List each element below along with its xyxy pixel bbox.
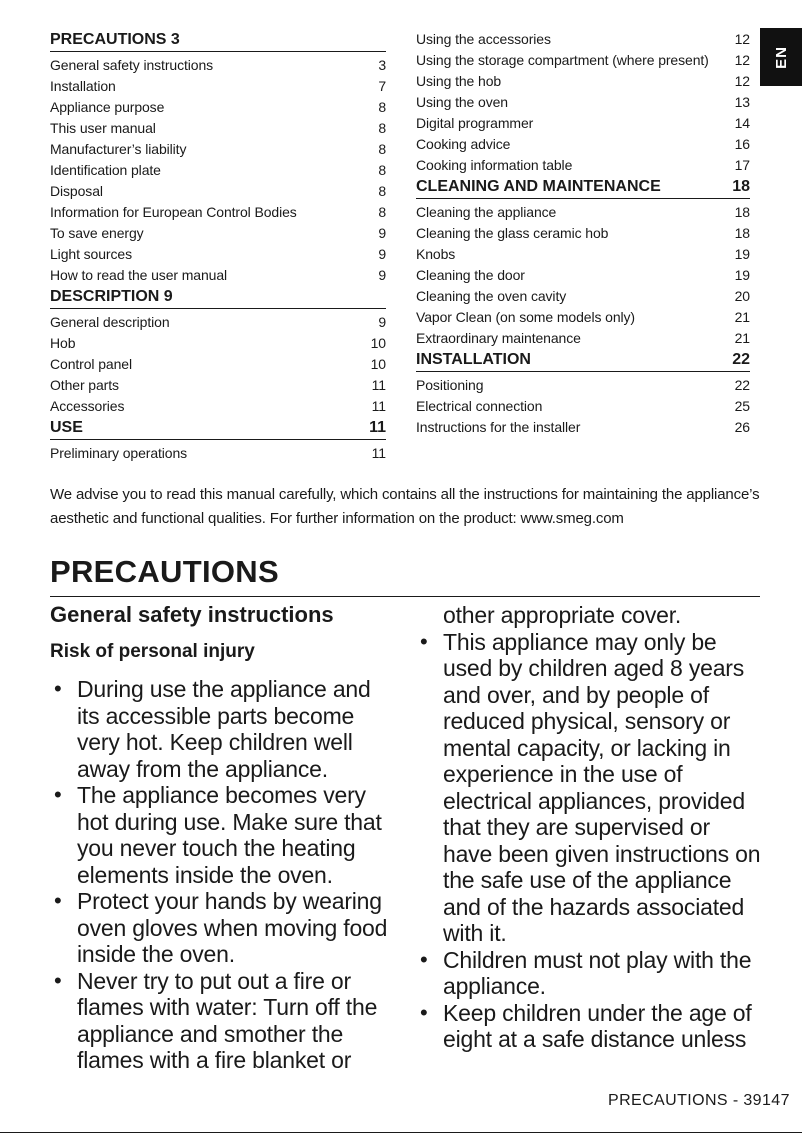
toc-page-number: 20 [734,287,750,304]
toc-label: CLEANING AND MAINTENANCE [416,178,661,195]
toc-entry [416,154,750,175]
toc-page-number: 3 [378,56,386,73]
toc-entry [50,332,386,353]
toc-entry [416,49,750,70]
toc-label: Other parts [50,376,119,393]
toc-label: Positioning [416,376,484,393]
toc-label: USE [50,419,83,436]
toc-entry [416,222,750,243]
toc-page-number: 13 [734,93,750,110]
toc-entry [50,353,386,374]
toc-page-number: 8 [378,203,386,220]
toc-page-number: 21 [734,329,750,346]
toc-page-number: 19 [734,245,750,262]
toc-label: Accessories [50,397,125,414]
toc-label: General description [50,313,170,330]
risk-heading: Risk of personal injury [50,641,255,662]
toc-page-number: 26 [734,418,750,435]
toc-label: PRECAUTIONS 3 [50,31,180,48]
toc-label: Cooking information table [416,156,573,173]
bullet-item: • Keep children under the age of eight at a safe distance unless [416,1000,761,1053]
section-title: PRECAUTIONS [50,554,279,589]
toc-entry [50,201,386,222]
toc-label: Electrical connection [416,397,543,414]
toc-label: Instructions for the installer [416,418,581,435]
toc-entry [50,222,386,243]
toc-entry [50,117,386,138]
toc-entry [416,28,750,49]
bullet-item: • Never try to put out a fire or flames with water: Turn off the appliance and smother the flames with a fire blanket or [50,968,395,1074]
toc-label: Cleaning the oven cavity [416,287,567,304]
subsection-title: General safety instructions [50,602,334,627]
toc-entry [416,416,750,437]
toc-entry [416,285,750,306]
body-left-column [50,600,395,1074]
toc-entry [416,112,750,133]
toc-entry [50,180,386,201]
toc-label: Extraordinary maintenance [416,329,581,346]
toc-label: To save energy [50,224,144,241]
toc-entry [50,374,386,395]
body-right-column [416,602,761,1053]
toc-right-column [416,28,750,437]
language-label: EN [772,45,790,69]
toc-entry [416,374,750,395]
toc-entry [50,75,386,96]
toc-page-number: 9 [378,245,386,262]
toc-entry [416,243,750,264]
toc-page-number: 14 [734,114,750,131]
toc-page-number: 12 [734,51,750,68]
toc-label: INSTALLATION [416,351,531,368]
toc-page-number: 12 [734,72,750,89]
toc-left-column [50,28,386,463]
toc-entry [50,442,386,463]
toc-page-number: 11 [371,444,386,461]
toc-section-heading [416,348,750,372]
bullet-item: • During use the appliance and its accessible parts become very hot. Keep children well away from the appliance. [50,676,395,782]
toc-section-heading [50,285,386,309]
toc-page-number: 12 [734,30,750,47]
toc-entry [416,395,750,416]
continued-text: other appropriate cover. [443,602,682,628]
toc-label: This user manual [50,119,156,136]
toc-label: DESCRIPTION 9 [50,288,173,305]
toc-page-number: 8 [378,119,386,136]
toc-label: Appliance purpose [50,98,165,115]
toc-label: Cleaning the glass ceramic hob [416,224,609,241]
toc-page-number: 8 [378,161,386,178]
toc-page-number: 9 [378,313,386,330]
toc-page-number: 17 [734,156,750,173]
toc-label: Installation [50,77,116,94]
toc-label: Cooking advice [416,135,511,152]
toc-page-number: 21 [734,308,750,325]
toc-entry [50,395,386,416]
toc-label: Using the hob [416,72,502,89]
toc-label: General safety instructions [50,56,214,73]
toc-entry [416,133,750,154]
toc-page-number: 19 [734,266,750,283]
toc-page-number: 22 [734,376,750,393]
bullet-item: • Protect your hands by wearing oven gloves when moving food inside the oven. [50,888,395,968]
intro-paragraph: We advise you to read this manual carefully, which contains all the instructions for maintaining the appliance’s aesthetic and functional qualities. For further information on the product: www.smeg.com [50,486,760,527]
toc-page-number: 9 [378,224,386,241]
toc-page-number: 8 [378,140,386,157]
bullet-item: • This appliance may only be used by children aged 8 years and over, and by people of reduced physical, sensory or mental capacity, or lacking in experience in the use of electrical appliances, provided that they are supervised or have been given instructions on the safe use of the appliance and of the hazards associated with it. [416,629,761,947]
toc-label: Digital programmer [416,114,534,131]
footer-divider [0,1132,802,1133]
toc-page-number: 25 [734,397,750,414]
toc-page-number: 11 [371,376,386,393]
toc-entry [50,243,386,264]
toc-entry [416,201,750,222]
toc-entry [416,264,750,285]
toc-entry [416,91,750,112]
toc-label: Disposal [50,182,103,199]
left-bullet-list [50,676,395,1074]
toc-entry [50,96,386,117]
toc-label: Preliminary operations [50,444,188,461]
page-footer: PRECAUTIONS - 39147 [608,1092,790,1109]
toc-page-number: 10 [370,355,386,372]
toc-label: Knobs [416,245,456,262]
toc-page-number: 7 [378,77,386,94]
toc-entry [416,327,750,348]
right-bullet-list [416,629,761,1053]
toc-entry [50,54,386,75]
toc-page-number: 8 [378,182,386,199]
toc-page-number: 22 [732,351,750,368]
toc-entry [50,311,386,332]
toc-label: Control panel [50,355,132,372]
toc-label: Cleaning the appliance [416,203,557,220]
toc-label: Cleaning the door [416,266,525,283]
toc-page-number: 18 [732,178,750,195]
language-tab [760,28,802,86]
toc-label: Using the accessories [416,30,551,47]
toc-label: Using the storage compartment (where present) [416,51,709,68]
toc-label: Information for European Control Bodies [50,203,297,220]
toc-page-number: 11 [371,397,386,414]
toc-page-number: 18 [734,224,750,241]
toc-label: Light sources [50,245,132,262]
toc-entry [416,306,750,327]
toc-entry [50,138,386,159]
toc-page-number: 18 [734,203,750,220]
toc-page-number: 9 [378,266,386,283]
bullet-item: • The appliance becomes very hot during use. Make sure that you never touch the heating elements inside the oven. [50,782,395,888]
toc-page-number: 16 [734,135,750,152]
toc-section-heading [50,416,386,440]
toc-entry [416,70,750,91]
toc-label: Hob [50,334,76,351]
toc-section-heading [50,28,386,52]
toc-entry [50,159,386,180]
toc-label: Using the oven [416,93,508,110]
toc-label: How to read the user manual [50,266,228,283]
bullet-item: • Children must not play with the appliance. [416,947,761,1000]
toc-section-heading [416,175,750,199]
toc-page-number: 8 [378,98,386,115]
toc-label: Identification plate [50,161,161,178]
toc-entry [50,264,386,285]
toc-page-number: 11 [369,419,386,436]
toc-label: Manufacturer’s liability [50,140,187,157]
toc-page-number: 10 [370,334,386,351]
toc-label: Vapor Clean (on some models only) [416,308,635,325]
section-divider [50,596,760,597]
